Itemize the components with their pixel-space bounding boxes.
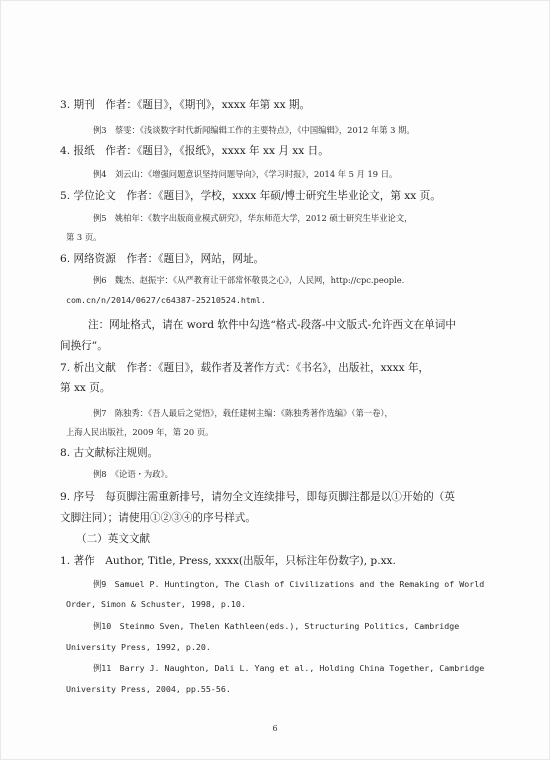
page-number: 6 — [272, 724, 278, 733]
item-4-newspaper: 4. 报纸 作者：《题目》，《报纸》，xxxx 年 xx 月 xx 日。 — [60, 145, 329, 157]
note-url-format-line1: 注：网址格式，请在 word 软件中勾选“格式-段落-中文版式-允许西文在单词中 — [88, 319, 456, 331]
example-11-line1: 例11 Barry J. Naughton, Dali L. Yang et al., Holding China Together, Cambridge — [93, 663, 485, 673]
item-7-excerpt-line1: 7. 析出文献 作者：《题目》，载作者及著作方式：《书名》，出版社，xxxx 年， — [60, 362, 430, 374]
example-10-line2: University Press, 1992, p.20. — [66, 642, 211, 652]
example-8: 例8 《论语・为政》。 — [93, 469, 173, 479]
example-7-line2: 上海人民出版社，2009 年，第 20 页。 — [66, 427, 214, 437]
section-english-refs: （二）英文文献 — [76, 533, 151, 545]
example-11-line2: University Press, 2004, pp.55-56. — [66, 684, 231, 694]
example-5-line2: 第 3 页。 — [66, 232, 102, 242]
item-9-numbering-line1: 9. 序号 每页脚注需重新排号，请勿全文连续排号，即每页脚注都是以①开始的（英 — [60, 491, 455, 503]
example-9-line1: 例9 Samuel P. Huntington, The Clash of Civilizations and the Remaking of World — [93, 579, 485, 589]
item-9-numbering-line2: 文脚注同）；请使用①②③④的序号样式。 — [60, 512, 256, 524]
item-7-excerpt-line2: 第 xx 页。 — [60, 382, 111, 394]
example-4: 例4 刘云山：《增强问题意识坚持问题导向》，《学习时报》，2014 年 5 月 19 日。 — [93, 169, 398, 179]
example-3: 例3 蔡雯：《浅谈数字时代新闻编辑工作的主要特点》，《中国编辑》，2012 年第 3 期。 — [93, 125, 415, 135]
item-3-journal: 3. 期刊 作者：《题目》，《期刊》，xxxx 年第 xx 期。 — [60, 99, 311, 111]
item-5-thesis: 5. 学位论文 作者：《题目》，学校，xxxx 年硕/博士研究生毕业论文，第 xx 页。 — [60, 190, 441, 202]
note-url-format-line2: 间换行”。 — [60, 340, 108, 352]
example-6-url: com.cn/n/2014/0627/c64387-25210524.html. — [66, 295, 266, 305]
item-6-web: 6. 网络资源 作者：《题目》，网站，网址。 — [60, 253, 265, 265]
example-6-line1: 例6 魏杰、赵振宇：《从严教育让干部常怀敬畏之心》，人民网，http://cpc.people. — [93, 275, 405, 285]
example-9-line2: Order, Simon & Schuster, 1998, p.10. — [66, 599, 246, 609]
example-10-line1: 例10 Steinmo Sven, Thelen Kathleen(eds.), Structuring Politics, Cambridge — [93, 621, 460, 631]
example-7-line1: 例7 陈独秀：《吾人最后之觉悟》，载任建树主编：《陈独秀著作选编》（第一卷）， — [93, 408, 393, 418]
item-1-book: 1. 著作 Author, Title, Press, xxxx(出版年，只标注年份数字), p.xx. — [60, 555, 396, 567]
example-5-line1: 例5 姚柏年：《数字出版商业模式研究》，华东师范大学，2012 硕士研究生毕业论文， — [93, 213, 413, 223]
item-8-ancient: 8. 古文献标注规则。 — [60, 447, 159, 459]
